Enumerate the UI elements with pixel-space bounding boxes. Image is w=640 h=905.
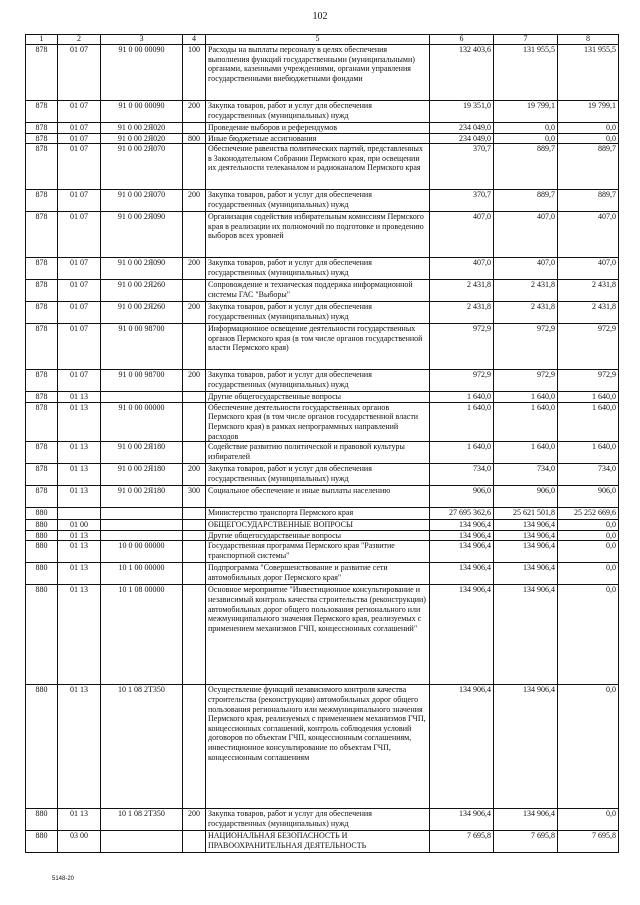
table-row — [26, 831, 619, 853]
header-cell: 6 — [430, 35, 494, 45]
cell-sum-3: 25 252 669,6 — [558, 508, 619, 520]
cell-grbs: 880 — [26, 508, 58, 520]
cell-sum-3: 0,0 — [558, 685, 619, 809]
cell-sum-3: 0,0 — [558, 530, 619, 541]
table-row — [26, 585, 619, 685]
cell-expense-type: 200 — [183, 370, 206, 392]
cell-expense-type — [183, 541, 206, 563]
cell-sum-1: 134 906,4 — [430, 520, 494, 531]
cell-grbs: 878 — [26, 302, 58, 324]
cell-sum-1: 734,0 — [430, 464, 494, 486]
table-body — [26, 45, 619, 853]
cell-section: 01 07 — [58, 280, 101, 302]
table-row — [26, 144, 619, 190]
cell-grbs: 878 — [26, 258, 58, 280]
table-header — [26, 35, 619, 45]
cell-sum-3: 972,9 — [558, 324, 619, 370]
cell-description: Обеспечение равенства политических партий, представленных в Законодательном Собрании Пермского края, при освещении их деятельности телеканалом и радиоканалом Пермского края — [206, 144, 430, 190]
cell-sum-3: 407,0 — [558, 258, 619, 280]
cell-target-article: 91 0 00 98700 — [101, 324, 183, 370]
cell-sum-3: 19 799,1 — [558, 101, 619, 123]
cell-sum-1: 234 049,0 — [430, 133, 494, 144]
cell-sum-2: 734,0 — [494, 464, 558, 486]
footer-code: 5148-20 — [52, 876, 75, 882]
cell-section: 01 13 — [58, 563, 101, 585]
cell-description: Расходы на выплаты персоналу в целях обеспечения выполнения функций государственными (муниципальными) органами, казенными учреждениями, органами управления государственными внебюджетными фондами — [206, 45, 430, 101]
cell-grbs: 878 — [26, 464, 58, 486]
cell-section: 01 07 — [58, 324, 101, 370]
cell-sum-1: 134 906,4 — [430, 585, 494, 685]
cell-sum-3: 7 695,8 — [558, 831, 619, 853]
cell-section: 01 13 — [58, 541, 101, 563]
cell-sum-1: 134 906,4 — [430, 541, 494, 563]
header-cell: 2 — [58, 35, 101, 45]
budget-table-wrapper — [25, 34, 618, 853]
cell-grbs: 878 — [26, 101, 58, 123]
cell-description: Организация содействия избирательным комиссиям Пермского края в реализации их полномочий по подготовке и проведению выборов всех уровней — [206, 212, 430, 258]
cell-grbs: 878 — [26, 45, 58, 101]
table-row — [26, 392, 619, 403]
cell-description: Закупка товаров, работ и услуг для обеспечения государственных (муниципальных) нужд — [206, 190, 430, 212]
table-row — [26, 520, 619, 531]
cell-sum-3: 906,0 — [558, 486, 619, 508]
cell-target-article: 91 0 00 2Я260 — [101, 280, 183, 302]
cell-sum-1: 2 431,8 — [430, 280, 494, 302]
cell-section: 03 00 — [58, 831, 101, 853]
cell-sum-2: 2 431,8 — [494, 302, 558, 324]
table-row — [26, 190, 619, 212]
cell-sum-1: 134 906,4 — [430, 563, 494, 585]
cell-sum-1: 2 431,8 — [430, 302, 494, 324]
cell-sum-3: 131 955,5 — [558, 45, 619, 101]
table-row — [26, 486, 619, 508]
cell-sum-3: 1 640,0 — [558, 392, 619, 403]
cell-sum-2: 906,0 — [494, 486, 558, 508]
cell-section: 01 07 — [58, 258, 101, 280]
cell-description: Основное мероприятие "Инвестиционное консультирование и независимый контроль качества строительства (реконструкции) автомобильных дорог общего пользования регионального или межмуниципального значения Пермского края, реализуемых с применением механизмов ГЧП, концессионных соглашений" — [206, 585, 430, 685]
budget-table — [25, 34, 619, 853]
table-row — [26, 302, 619, 324]
table-row — [26, 258, 619, 280]
cell-section: 01 00 — [58, 520, 101, 531]
cell-description: Содействие развитию политической и правовой культуры избирателей — [206, 442, 430, 464]
cell-grbs: 878 — [26, 370, 58, 392]
cell-sum-1: 234 049,0 — [430, 123, 494, 134]
cell-target-article: 91 0 00 2Я090 — [101, 258, 183, 280]
cell-expense-type — [183, 212, 206, 258]
cell-sum-1: 27 695 362,6 — [430, 508, 494, 520]
cell-sum-2: 19 799,1 — [494, 101, 558, 123]
cell-expense-type: 100 — [183, 45, 206, 101]
cell-section: 01 07 — [58, 302, 101, 324]
cell-sum-3: 0,0 — [558, 809, 619, 831]
cell-sum-2: 889,7 — [494, 144, 558, 190]
cell-grbs: 878 — [26, 144, 58, 190]
cell-expense-type: 200 — [183, 464, 206, 486]
cell-sum-1: 132 403,6 — [430, 45, 494, 101]
cell-target-article: 91 0 00 00000 — [101, 402, 183, 441]
cell-section: 01 07 — [58, 370, 101, 392]
table-row — [26, 370, 619, 392]
cell-expense-type: 200 — [183, 809, 206, 831]
cell-sum-3: 407,0 — [558, 212, 619, 258]
cell-sum-3: 0,0 — [558, 520, 619, 531]
cell-expense-type — [183, 123, 206, 134]
cell-expense-type — [183, 831, 206, 853]
cell-sum-1: 134 906,4 — [430, 809, 494, 831]
cell-sum-1: 1 640,0 — [430, 392, 494, 403]
cell-expense-type: 200 — [183, 101, 206, 123]
cell-section: 01 13 — [58, 486, 101, 508]
cell-description: Государственная программа Пермского края "Развитие транспортной системы" — [206, 541, 430, 563]
cell-sum-1: 1 640,0 — [430, 402, 494, 441]
cell-grbs: 878 — [26, 133, 58, 144]
cell-expense-type — [183, 685, 206, 809]
table-row — [26, 212, 619, 258]
cell-section: 01 13 — [58, 464, 101, 486]
cell-expense-type: 800 — [183, 133, 206, 144]
cell-sum-1: 370,7 — [430, 190, 494, 212]
cell-section: 01 07 — [58, 144, 101, 190]
page-number: 102 — [312, 11, 328, 22]
cell-sum-3: 2 431,8 — [558, 302, 619, 324]
cell-grbs: 878 — [26, 486, 58, 508]
cell-sum-1: 19 351,0 — [430, 101, 494, 123]
table-row — [26, 442, 619, 464]
cell-sum-2: 972,9 — [494, 370, 558, 392]
cell-description: Закупка товаров, работ и услуг для обеспечения государственных (муниципальных) нужд — [206, 101, 430, 123]
cell-sum-2: 1 640,0 — [494, 442, 558, 464]
cell-target-article: 91 0 00 2Я020 — [101, 123, 183, 134]
cell-target-article: 91 0 00 2Я020 — [101, 133, 183, 144]
cell-sum-1: 7 695,8 — [430, 831, 494, 853]
cell-grbs: 878 — [26, 442, 58, 464]
cell-expense-type — [183, 280, 206, 302]
cell-target-article: 91 0 00 98700 — [101, 370, 183, 392]
cell-target-article: 91 0 00 2Я180 — [101, 486, 183, 508]
cell-expense-type — [183, 442, 206, 464]
cell-description: Закупка товаров, работ и услуг для обеспечения государственных (муниципальных) нужд — [206, 464, 430, 486]
cell-sum-2: 889,7 — [494, 190, 558, 212]
table-row — [26, 563, 619, 585]
cell-description: Обеспечение деятельности государственных органов Пермского края (в том числе органов государственной власти Пермского края) в рамках непрограммных направлений расходов — [206, 402, 430, 441]
table-row — [26, 123, 619, 134]
cell-description: Другие общегосударственные вопросы — [206, 392, 430, 403]
cell-description: Проведение выборов и референдумов — [206, 123, 430, 134]
cell-target-article — [101, 508, 183, 520]
cell-sum-2: 134 906,4 — [494, 530, 558, 541]
cell-sum-2: 0,0 — [494, 123, 558, 134]
cell-description: Закупка товаров, работ и услуг для обеспечения государственных (муниципальных) нужд — [206, 370, 430, 392]
header-cell: 1 — [26, 35, 58, 45]
cell-grbs: 880 — [26, 831, 58, 853]
cell-description: Социальное обеспечение и иные выплаты населению — [206, 486, 430, 508]
cell-section: 01 07 — [58, 212, 101, 258]
cell-section: 01 13 — [58, 442, 101, 464]
cell-section: 01 13 — [58, 585, 101, 685]
header-cell: 8 — [558, 35, 619, 45]
cell-sum-1: 906,0 — [430, 486, 494, 508]
cell-grbs: 880 — [26, 563, 58, 585]
cell-section: 01 13 — [58, 685, 101, 809]
cell-target-article: 91 0 00 2Я180 — [101, 442, 183, 464]
cell-sum-2: 0,0 — [494, 133, 558, 144]
cell-sum-2: 407,0 — [494, 258, 558, 280]
cell-expense-type — [183, 324, 206, 370]
cell-target-article: 91 0 00 2Я070 — [101, 144, 183, 190]
cell-sum-2: 134 906,4 — [494, 520, 558, 531]
cell-sum-1: 972,9 — [430, 370, 494, 392]
cell-description: Информационное освещение деятельности государственных органов Пермского края (в том числе органов государственной власти Пермского края) — [206, 324, 430, 370]
cell-sum-3: 734,0 — [558, 464, 619, 486]
cell-expense-type — [183, 144, 206, 190]
cell-description: Министерство транспорта Пермского края — [206, 508, 430, 520]
table-row — [26, 133, 619, 144]
cell-expense-type: 200 — [183, 258, 206, 280]
cell-expense-type — [183, 508, 206, 520]
cell-section: 01 07 — [58, 101, 101, 123]
cell-sum-3: 0,0 — [558, 123, 619, 134]
cell-expense-type — [183, 402, 206, 441]
cell-sum-3: 2 431,8 — [558, 280, 619, 302]
cell-target-article: 91 0 00 00090 — [101, 101, 183, 123]
cell-section: 01 13 — [58, 530, 101, 541]
cell-sum-2: 134 906,4 — [494, 809, 558, 831]
cell-sum-3: 0,0 — [558, 563, 619, 585]
cell-sum-3: 1 640,0 — [558, 402, 619, 441]
cell-expense-type — [183, 520, 206, 531]
cell-sum-3: 1 640,0 — [558, 442, 619, 464]
cell-sum-2: 1 640,0 — [494, 392, 558, 403]
header-cell: 7 — [494, 35, 558, 45]
cell-sum-2: 1 640,0 — [494, 402, 558, 441]
cell-description: Другие общегосударственные вопросы — [206, 530, 430, 541]
cell-grbs: 878 — [26, 212, 58, 258]
cell-target-article: 91 0 00 2Я180 — [101, 464, 183, 486]
cell-expense-type — [183, 585, 206, 685]
cell-sum-3: 972,9 — [558, 370, 619, 392]
table-row — [26, 685, 619, 809]
cell-section: 01 13 — [58, 392, 101, 403]
cell-grbs: 880 — [26, 541, 58, 563]
cell-sum-2: 134 906,4 — [494, 563, 558, 585]
cell-sum-2: 134 906,4 — [494, 541, 558, 563]
cell-description: Иные бюджетные ассигнования — [206, 133, 430, 144]
table-row — [26, 541, 619, 563]
cell-expense-type — [183, 563, 206, 585]
cell-target-article: 10 1 08 00000 — [101, 585, 183, 685]
cell-target-article — [101, 831, 183, 853]
table-row — [26, 464, 619, 486]
cell-section: 01 07 — [58, 133, 101, 144]
cell-grbs: 878 — [26, 392, 58, 403]
cell-section: 01 07 — [58, 45, 101, 101]
cell-sum-2: 7 695,8 — [494, 831, 558, 853]
cell-target-article: 10 1 08 2Т350 — [101, 809, 183, 831]
cell-target-article: 91 0 00 2Я070 — [101, 190, 183, 212]
cell-grbs: 878 — [26, 402, 58, 441]
cell-description: Осуществление функций независимого контроля качества строительства (реконструкции) автомобильных дорог общего пользования регионального или межмуниципального значения Пермского края, реализуемых с применением механизмов ГЧП, концессионных соглашений, контроль соблюдения условий договоров по объектам ГЧП, концессионным соглашениям, инвестиционное консультирование по объектам ГЧП, концессионным соглашениям — [206, 685, 430, 809]
cell-sum-1: 407,0 — [430, 258, 494, 280]
header-cell: 5 — [206, 35, 430, 45]
cell-grbs: 880 — [26, 809, 58, 831]
cell-target-article — [101, 392, 183, 403]
table-row — [26, 45, 619, 101]
cell-target-article: 91 0 00 2Я260 — [101, 302, 183, 324]
cell-sum-2: 2 431,8 — [494, 280, 558, 302]
table-row — [26, 809, 619, 831]
cell-sum-1: 407,0 — [430, 212, 494, 258]
cell-section: 01 13 — [58, 402, 101, 441]
cell-sum-1: 1 640,0 — [430, 442, 494, 464]
cell-grbs: 878 — [26, 123, 58, 134]
cell-sum-1: 134 906,4 — [430, 685, 494, 809]
table-row — [26, 324, 619, 370]
cell-expense-type: 300 — [183, 486, 206, 508]
cell-sum-2: 131 955,5 — [494, 45, 558, 101]
cell-description: НАЦИОНАЛЬНАЯ БЕЗОПАСНОСТЬ И ПРАВООХРАНИТЕЛЬНАЯ ДЕЯТЕЛЬНОСТЬ — [206, 831, 430, 853]
table-row — [26, 508, 619, 520]
cell-description: ОБЩЕГОСУДАРСТВЕННЫЕ ВОПРОСЫ — [206, 520, 430, 531]
cell-target-article — [101, 530, 183, 541]
cell-sum-3: 889,7 — [558, 144, 619, 190]
cell-sum-2: 25 621 501,8 — [494, 508, 558, 520]
cell-grbs: 878 — [26, 190, 58, 212]
cell-section: 01 07 — [58, 190, 101, 212]
header-cell: 3 — [101, 35, 183, 45]
cell-target-article: 10 1 00 00000 — [101, 563, 183, 585]
cell-sum-2: 972,9 — [494, 324, 558, 370]
cell-grbs: 878 — [26, 280, 58, 302]
cell-grbs: 880 — [26, 520, 58, 531]
cell-sum-1: 972,9 — [430, 324, 494, 370]
cell-expense-type — [183, 392, 206, 403]
cell-description: Подпрограмма "Совершенствование и развитие сети автомобильных дорог Пермского края" — [206, 563, 430, 585]
cell-description: Закупка товаров, работ и услуг для обеспечения государственных (муниципальных) нужд — [206, 258, 430, 280]
cell-description: Сопровождение и техническая поддержка информационной системы ГАС "Выборы" — [206, 280, 430, 302]
table-row — [26, 402, 619, 441]
header-cell: 4 — [183, 35, 206, 45]
cell-sum-3: 0,0 — [558, 133, 619, 144]
table-row — [26, 280, 619, 302]
cell-expense-type: 200 — [183, 302, 206, 324]
cell-sum-1: 370,7 — [430, 144, 494, 190]
cell-target-article: 91 0 00 00090 — [101, 45, 183, 101]
cell-grbs: 878 — [26, 324, 58, 370]
cell-sum-3: 889,7 — [558, 190, 619, 212]
cell-sum-2: 407,0 — [494, 212, 558, 258]
cell-section: 01 13 — [58, 809, 101, 831]
header-row — [26, 35, 619, 45]
cell-grbs: 880 — [26, 685, 58, 809]
cell-target-article: 91 0 00 2Я090 — [101, 212, 183, 258]
cell-sum-1: 134 906,4 — [430, 530, 494, 541]
cell-expense-type — [183, 530, 206, 541]
cell-description: Закупка товаров, работ и услуг для обеспечения государственных (муниципальных) нужд — [206, 302, 430, 324]
cell-description: Закупка товаров, работ и услуг для обеспечения государственных (муниципальных) нужд — [206, 809, 430, 831]
cell-target-article: 10 1 08 2Т350 — [101, 685, 183, 809]
cell-sum-2: 134 906,4 — [494, 685, 558, 809]
cell-grbs: 880 — [26, 530, 58, 541]
cell-target-article — [101, 520, 183, 531]
cell-expense-type: 200 — [183, 190, 206, 212]
table-row — [26, 101, 619, 123]
cell-target-article: 10 0 00 00000 — [101, 541, 183, 563]
cell-section: 01 07 — [58, 123, 101, 134]
cell-section — [58, 508, 101, 520]
cell-sum-3: 0,0 — [558, 585, 619, 685]
cell-grbs: 880 — [26, 585, 58, 685]
cell-sum-3: 0,0 — [558, 541, 619, 563]
cell-sum-2: 134 906,4 — [494, 585, 558, 685]
table-row — [26, 530, 619, 541]
